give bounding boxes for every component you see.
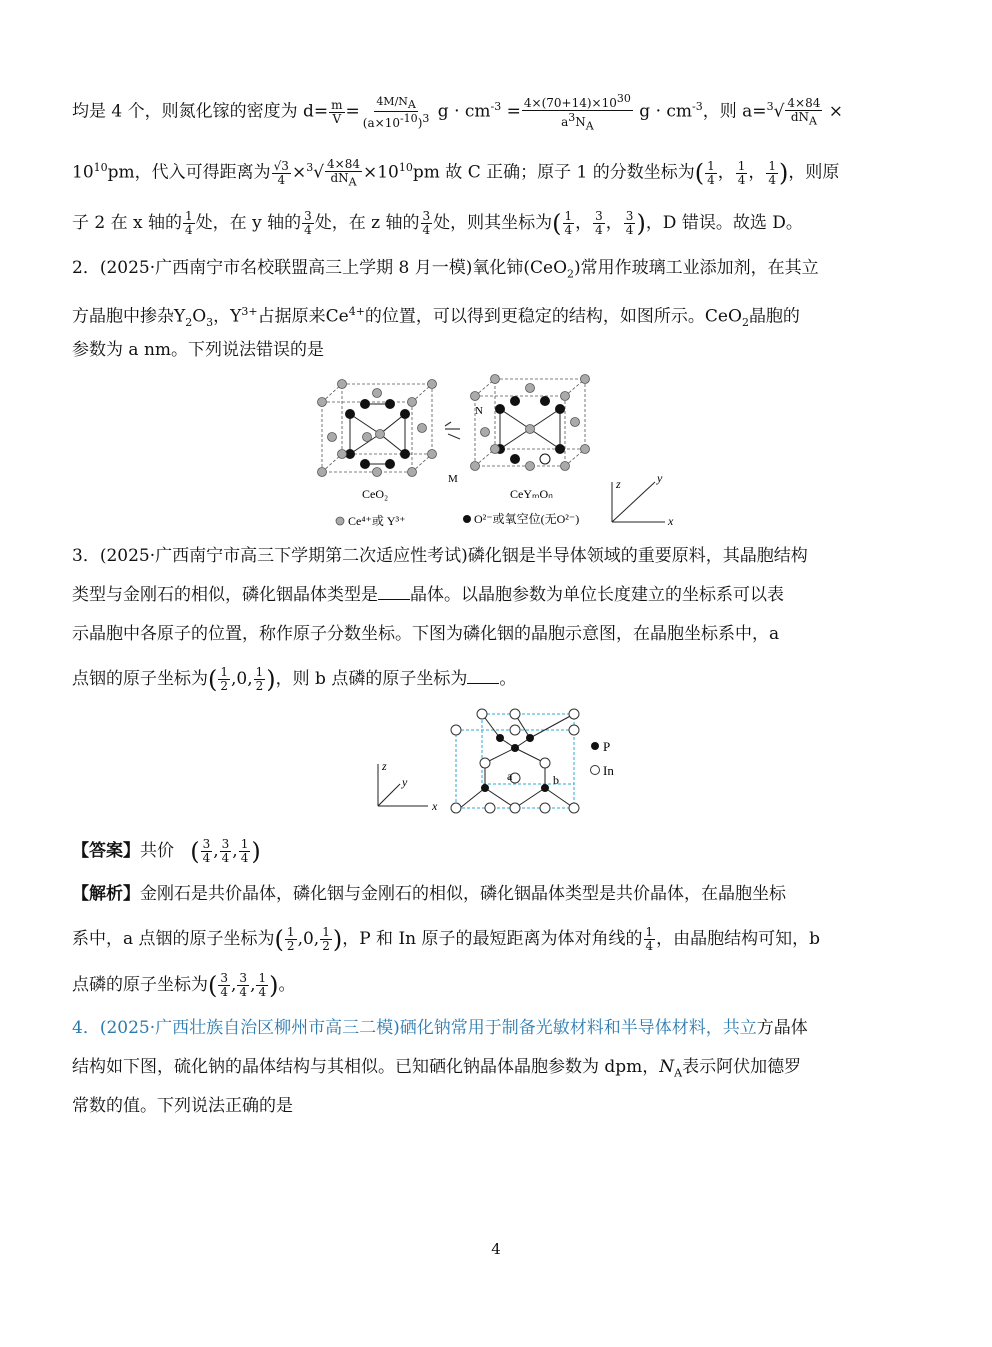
label-b: b [553,773,559,787]
label-n: N [475,405,483,417]
q3-line-3: 示晶胞中各原子的位置，称作原子分数坐标。下图为磷化铟的晶胞示意图，在晶胞坐标系中，a [72,624,780,644]
q3-line-1: 3．(2025·广西南宁市高三下学期第二次适应性考试)磷化铟是半导体领域的重要原料，其晶胞结构 [72,546,808,566]
text: 均是 4 个，则氮化镓的密度为 d= [72,101,329,122]
label-ceymon: CeYₘOₙ [510,487,553,501]
label-a: a [507,769,513,783]
fraction-radical: $\frac{4\times 84}{dN_A}$ [787,96,821,128]
q3-analysis-1: 【解析】金刚石是共价晶体，磷化铟与金刚石的相似，磷化铟晶体类型是共价晶体，在晶胞坐标 [72,884,786,904]
fraction-m-v: $\frac{m}{V}$ [331,97,343,126]
axis-z-2: z [382,759,387,773]
q3-analysis-3: 点磷的原子坐标为( $\frac{3}{4}$ , $\frac{3}{4}$ , $\frac{1}{4}$ )。 [72,971,296,1000]
axis-x-2: x [432,799,438,813]
axis-z: z [616,477,621,491]
axis-y: y [657,471,663,485]
legend-p-icon [591,742,599,750]
q2-line-3: 参数为 a nm。下列说法错误的是 [72,340,325,360]
legend-in: In [603,763,614,778]
fraction-radical-2: $\frac{4\times 84}{dN_A}$ [327,156,360,189]
q3-line-4: 点铟的原子坐标为( $\frac{1}{2}$ ,0, $\frac{1}{2}$ )，则 b 点磷的原子坐标为 。 [72,665,517,694]
equilibrium-arrow-icon [445,422,460,439]
q2-line-1: 2．(2025·广西南宁市名校联盟高三上学期 8 月一模)氧化铈(CeO$_2$)常用作玻璃工业添加剂，在其立 [72,258,819,281]
q3-line-2: 类型与金刚石的相似，磷化铟晶体类型是 晶体。以晶胞参数为单位长度建立的坐标系可以表 [72,585,784,605]
q2-line-2: 方晶胞中掺杂$Y_2O_3$，$Y^{3+}$占据原来$Ce^{4+}$的位置，可以得到更稳定的结构，如图所示。CeO$_2$晶胞的 [72,305,800,330]
q4-line-1: 4．(2025·广西壮族自治区柳州市高三二模)硒化钠常用于制备光敏材料和半导体材料，共立方晶体 [72,1018,808,1038]
q1-line-2: $10^{10}pm$，代入可得距离为 $\frac{√3}{4}$ ×$^3$√ $\frac{4\times 84}{dN_A}$ $\times 10^{10}pm$ 故 C 正确；原子 1 的分数坐标为( $\frac{1}{4}$ ， $\frac{1}{4}$ ， $\frac{1}{4}$ )，则原 [72,156,840,189]
q3-analysis-2: 系中，a 点铟的原子坐标为( $\frac{1}{2}$ ,0, $\frac{1}{2}$ )，P 和 In 原子的最短距离为体对角线的 $\frac{1}{4}$ ，由晶胞结构可知，b [72,925,821,954]
legend-o: O²⁻或氧空位(无O²⁻) [474,512,580,526]
legend-o-icon [463,515,471,523]
fraction-sqrt3-4: $\frac{√3}{4}$ [273,158,289,187]
page-number: 4 [491,1240,501,1258]
q1-line-1: 均是 4 个，则氮化镓的密度为 d= $\frac{m}{V}$ = $\frac{4M/N_A}{(a\times 10^{-10})^3}$ $g \cdot cm^{-3}$ = $\frac{4\times(70+14)\times 10^{30}}{a^3N_A}$ $g \cdot cm^{-3}$，则 a=$^3$√ $\frac{4\times 84}{dN_A}$ × [72,92,844,133]
inp-crystal-figure [370,708,630,818]
legend-ce: Ce⁴⁺或 Y³⁺ [348,514,406,528]
answer-blank [378,585,410,600]
answer-blank-2 [467,669,499,684]
legend-in-icon [591,766,600,775]
q1-line-3: 子 2 在 x 轴的 $\frac{1}{4}$ 处，在 y 轴的 $\frac{3}{4}$ 处，在 z 轴的 $\frac{3}{4}$ 处，则其坐标为( $\frac{1}{4}$ ， $\frac{3}{4}$ ， $\frac{3}{4}$ )，D 错误。故选 D。 [72,209,803,238]
q3-answer: 【答案】共价 ( $\frac{3}{4}$ , $\frac{3}{4}$ , $\frac{1}{4}$ ) [72,837,261,866]
fraction-density-1: $\frac{4M/N_A}{(a\times 10^{-10})^3}$ [362,94,430,130]
legend-ce-icon [336,517,344,525]
legend-p: P [603,739,611,754]
ceo2-crystal-figure [310,374,690,534]
label-m: M [448,473,458,485]
axis-y-2: y [402,775,408,789]
axis-x: x [668,514,674,528]
q4-line-2: 结构如下图，硫化钠的晶体结构与其相似。已知硒化钠晶体晶胞参数为 dpm，$N_A$表示阿伏加德罗 [72,1057,802,1080]
fraction-density-2: $\frac{4\times(70+14)\times 10^{30}}{a^3N_A}$ [523,92,631,133]
label-ceo2: CeO₂ [362,487,389,501]
q4-line-3: 常数的值。下列说法正确的是 [72,1096,293,1116]
